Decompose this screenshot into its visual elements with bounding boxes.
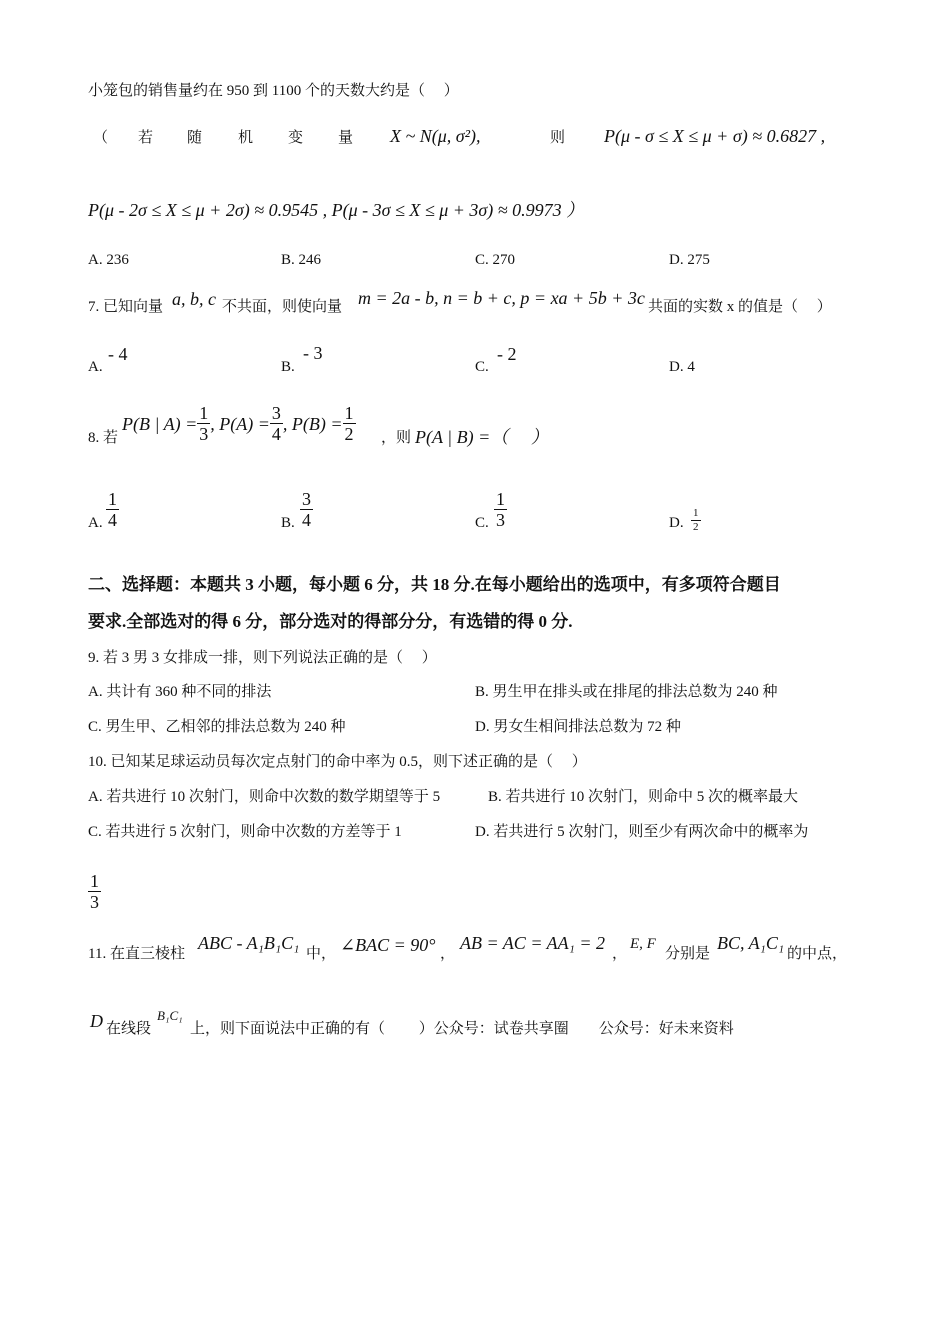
q9-option-a: A. 共计有 360 种不同的排法 (88, 684, 272, 700)
q8-option-d-label: D. (669, 515, 684, 531)
q6-hint-word: 变 (288, 130, 304, 146)
q6-hint-word: 随 (187, 130, 203, 146)
q6-stem-line: 小笼包的销售量约在 950 到 1100 个的天数大约是（ ） (88, 83, 459, 99)
q11-edges: AB = AC = AA₁ = 2 (460, 933, 606, 953)
q6-option-b: B. 246 (281, 252, 322, 268)
q7-option-c-value: - 2 (497, 344, 517, 364)
q11-line2-a: 在线段 (106, 1021, 152, 1037)
q11-angle: ∠BAC = 90° (340, 935, 436, 955)
q11-segments: BC, A₁C₁ (717, 933, 785, 953)
q8-f2-num: 3 (271, 403, 281, 423)
q6-then: 则 (550, 130, 566, 146)
q8-then: ，则 (381, 430, 412, 446)
q6-option-a: A. 236 (88, 252, 129, 268)
q11-mid1: 中， (306, 946, 337, 962)
q8-f1-frac (197, 404, 210, 443)
q11-mid2: 分别是 (665, 946, 711, 962)
q8-f2-frac (270, 404, 283, 443)
q8-option-d-frac (691, 508, 701, 533)
q6-hint-word: 量 (338, 130, 354, 146)
section2-heading-line2: 要求.全部选对的得 6 分，部分选对的得部分分，有选错的得 0 分. (88, 612, 573, 631)
q6-hint-word: 若 (138, 130, 154, 146)
q10-option-c: C. 若共进行 5 次射门，则命中次数的方差等于 1 (88, 824, 402, 840)
q8-option-c-label: C. (475, 515, 489, 531)
q6-option-d: D. 275 (669, 252, 710, 268)
q8-f2-lhs: , P(A) = (210, 413, 270, 434)
q8-option-b-frac (300, 490, 313, 529)
q10-option-a: A. 若共进行 10 次射门，则命中次数的数学期望等于 5 (88, 789, 441, 805)
q11-line2-b: 上，则下面说法中正确的有（ ）公众号：试卷共享圈 公众号：好未来资料 (190, 1021, 734, 1037)
q8-option-a-label: A. (88, 515, 103, 531)
q6-one-sigma-formula: P(μ - σ ≤ X ≤ μ + σ) ≈ 0.6827 , (604, 126, 826, 146)
q6-hint-paren: （ (93, 130, 109, 146)
q9-option-b: B. 男生甲在排头或在排尾的排法总数为 240 种 (475, 684, 778, 700)
q8-option-a-den: 4 (108, 510, 117, 530)
q8-f3-lhs: , P(B) = (282, 413, 343, 434)
q7-option-b-value: - 3 (303, 343, 323, 363)
q10-option-d: D. 若共进行 5 次射门，则至少有两次命中的概率为 (475, 824, 809, 840)
q8-option-b-den: 4 (302, 510, 311, 530)
q11-point-d: D (90, 1011, 103, 1031)
q8-condition-formula (122, 404, 356, 443)
q7-option-b-label: B. (281, 359, 295, 375)
q11-comma2: ， (612, 946, 628, 962)
q8-target: P(A | B) =（ ） (415, 427, 549, 447)
q9-option-c: C. 男生甲、乙相邻的排法总数为 240 种 (88, 719, 346, 735)
q8-option-b-label: B. (281, 515, 295, 531)
q11-segment-b1c1: B₁C₁ (157, 1008, 183, 1023)
q7-suffix: 共面的实数 x 的值是（ ） (648, 299, 832, 315)
q8-option-c-frac (494, 490, 507, 529)
q11-points: E, F (630, 936, 656, 952)
q6-option-c: C. 270 (475, 252, 516, 268)
q8-option-a-num: 1 (108, 489, 117, 509)
q7-prefix: 7. 已知向量 (88, 299, 164, 315)
q9-option-d: D. 男女生相间排法总数为 72 种 (475, 719, 681, 735)
q8-prefix: 8. 若 (88, 430, 119, 446)
q7-option-c-label: C. (475, 359, 489, 375)
q7-vector-formula: m = 2a - b, n = b + c, p = xa + 5b + 3c (358, 288, 645, 308)
q8-option-c-num: 1 (496, 489, 505, 509)
q8-f1-lhs: P(B | A) = (122, 413, 198, 434)
q8-f1-den: 3 (199, 424, 209, 444)
q11-suffix: 的中点， (787, 946, 848, 962)
q6-two-three-sigma-formula: P(μ - 2σ ≤ X ≤ μ + 2σ) ≈ 0.9545 , P(μ - 3σ ≤ X ≤ μ + 3σ) ≈ 0.9973 ） (88, 200, 585, 220)
q11-comma: ， (440, 946, 456, 962)
q7-option-a-label: A. (88, 359, 103, 375)
q7-mid: 不共面，则使向量 (222, 299, 343, 315)
q8-f2-den: 4 (271, 424, 281, 444)
q10-frac-den: 3 (90, 892, 99, 912)
q6-normal-dist-formula: X ~ N(μ, σ²), (390, 126, 481, 146)
section2-heading-line1: 二、选择题：本题共 3 小题，每小题 6 分，共 18 分.在每小题给出的选项中，有多项符合题目 (88, 575, 781, 594)
q8-f3-den: 2 (344, 424, 354, 444)
q7-vectors: a, b, c (172, 289, 216, 309)
q10-option-b: B. 若共进行 10 次射门，则命中 5 次的概率最大 (488, 789, 799, 805)
q8-option-a-frac (106, 490, 119, 529)
q6-hint-word: 机 (238, 130, 254, 146)
q9-stem: 9. 若 3 男 3 女排成一排，则下列说法正确的是（ ） (88, 650, 437, 666)
q11-prefix: 11. 在直三棱柱 (88, 946, 185, 962)
q8-option-c-den: 3 (496, 510, 505, 530)
q8-f3-num: 1 (344, 403, 354, 423)
q8-f1-num: 1 (199, 403, 209, 423)
q7-option-a-value: - 4 (108, 344, 128, 364)
q10-frac-num: 1 (90, 871, 99, 891)
q8-option-d-den: 2 (693, 521, 699, 533)
q7-option-d: D. 4 (669, 359, 695, 375)
q8-f3-frac (343, 404, 356, 443)
q11-prism: ABC - A₁B₁C₁ (198, 933, 300, 953)
q10-option-d-frac (88, 872, 101, 911)
q10-stem: 10. 已知某足球运动员每次定点射门的命中率为 0.5，则下述正确的是（ ） (88, 754, 587, 770)
q8-option-d-num: 1 (693, 507, 699, 519)
q8-option-b-num: 3 (302, 489, 311, 509)
